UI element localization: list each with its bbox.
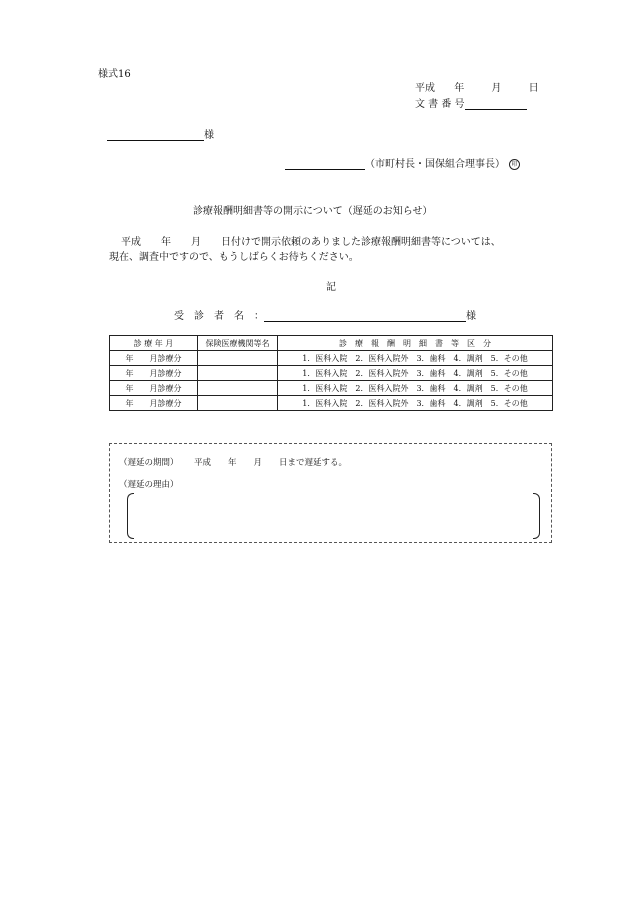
row-category[interactable]: 1．医科入院 2．医科入院外 3．歯科 4．調剤 5．その他 [278, 351, 553, 366]
row-month[interactable]: 年 月診療分 [110, 366, 198, 381]
table-header-row [110, 336, 553, 351]
ki-marker: 記 [326, 282, 336, 293]
reason-bracket-right [533, 493, 540, 539]
table-row [110, 351, 553, 366]
date-line [415, 79, 539, 94]
doc-number-field[interactable] [465, 99, 527, 110]
delay-period-label: （遅延の期間） [119, 458, 179, 468]
patient-suffix: 様 [466, 311, 476, 322]
row-institution[interactable] [198, 366, 278, 381]
addressee-suffix: 様 [204, 130, 214, 141]
table-row [110, 396, 553, 411]
delay-reason-label: （遅延の理由） [119, 480, 179, 490]
date-era: 平成 [415, 83, 435, 94]
delay-reason-field[interactable] [140, 500, 520, 530]
delay-period-text[interactable]: 平成 年 月 日まで遅延する。 [194, 458, 348, 468]
records-table [109, 335, 553, 411]
patient-line [174, 307, 476, 322]
addressee-field[interactable] [107, 130, 204, 141]
patient-label: 受 診 者 名 ： [174, 311, 264, 322]
addressee-line [107, 126, 214, 141]
header-category: 診 療 報 酬 明 細 書 等 区 分 [278, 336, 553, 351]
form-number: 様式16 [98, 69, 131, 80]
row-month[interactable]: 年 月診療分 [110, 351, 198, 366]
date-day: 日 [528, 83, 539, 94]
row-institution[interactable] [198, 351, 278, 366]
date-month: 月 [491, 83, 502, 94]
doc-number-label: 文 書 番 号 [415, 99, 465, 110]
table-row [110, 381, 553, 396]
seal-stamp: 印 [509, 159, 520, 170]
row-category[interactable]: 1．医科入院 2．医科入院外 3．歯科 4．調剤 5．その他 [278, 366, 553, 381]
body-line-2: 現在、調査中ですので、もうしばらくお待ちください。 [109, 252, 359, 263]
header-institution: 保険医療機関等名 [198, 336, 278, 351]
date-year: 年 [454, 83, 465, 94]
row-month[interactable]: 年 月診療分 [110, 381, 198, 396]
document-title: 診療報酬明細書等の開示について（遅延のお知らせ） [193, 206, 433, 217]
row-category[interactable]: 1．医科入院 2．医科入院外 3．歯科 4．調剤 5．その他 [278, 396, 553, 411]
sender-field[interactable] [285, 159, 365, 170]
row-institution[interactable] [198, 381, 278, 396]
patient-name-field[interactable] [264, 310, 466, 322]
header-month: 診 療 年 月 [110, 336, 198, 351]
row-category[interactable]: 1．医科入院 2．医科入院外 3．歯科 4．調剤 5．その他 [278, 381, 553, 396]
doc-number-line [415, 95, 527, 110]
body-line-1: 平成 年 月 日付けで開示依頼のありました診療報酬明細書等については、 [121, 237, 501, 248]
delay-box [109, 443, 552, 543]
row-institution[interactable] [198, 396, 278, 411]
table-row [110, 366, 553, 381]
reason-bracket-left [127, 493, 134, 539]
sender-line [285, 155, 520, 170]
sender-label: （市町村長・国保組合理事長） [365, 159, 505, 170]
row-month[interactable]: 年 月診療分 [110, 396, 198, 411]
